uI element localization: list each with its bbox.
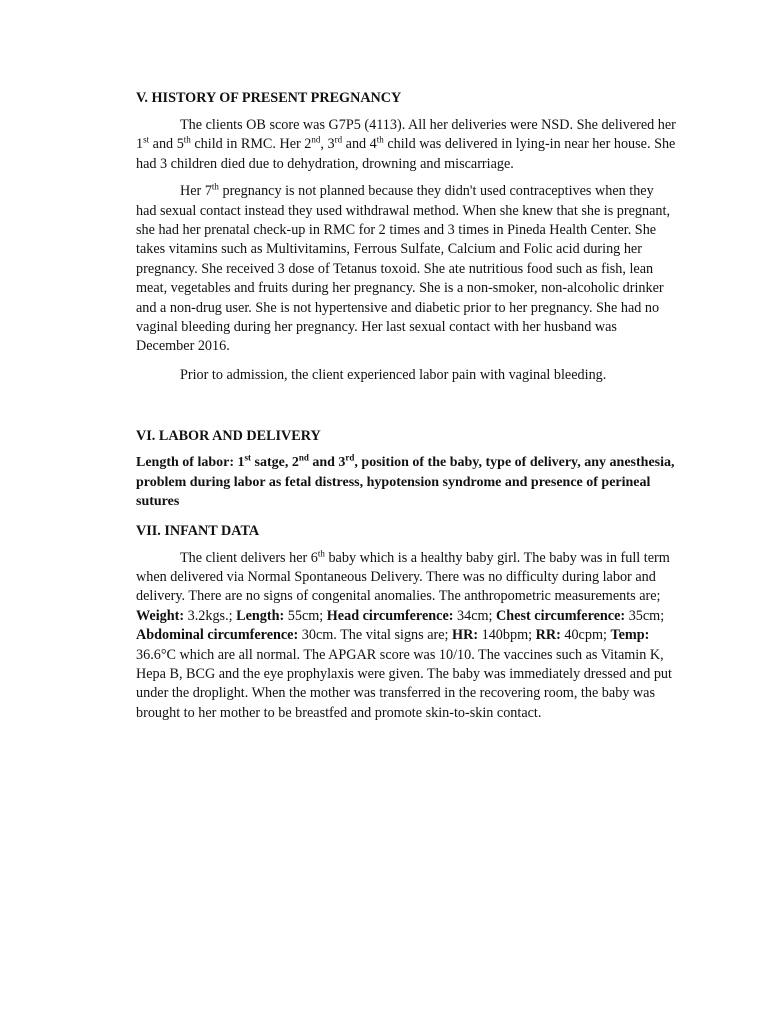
- paragraph-seventh-pregnancy: Her 7th pregnancy is not planned because they didn't used contraceptives when they had sexual contact instead they used withdrawal method. When she knew that she is pregnant, she had her prenatal check-up in RMC for 2 times and 3 times in Pineda Health Center. She takes vitamins such as Multivitamins, Ferrous Sulfate, Calcium and Folic acid during her pregnancy. She received 3 dose of Tetanus toxoid. She ate nutritious food such as fish, lean meat, vegetables and fruits during her pregnancy. She is a non-smoker, non-alcoholic drinker and a non-drug user. She is not hypertensive and diabetic prior to her pregnancy. She had no vaginal bleeding during her pregnancy. Her last sexual contact with her husband was December 2016.: [136, 181, 670, 355]
- section-heading-history: V. HISTORY OF PRESENT PREGNANCY: [136, 90, 402, 106]
- paragraph-labor-details: Length of labor: 1st satge, 2nd and 3rd, position of the baby, type of delivery, any anesthesia, problem during labor as fetal distress, hypotension syndrome and presence of perineal sutures: [136, 452, 675, 510]
- paragraph-infant-data: The client delivers her 6th baby which is a healthy baby girl. The baby was in full term when delivered via Normal Spontaneous Delivery. There was no difficulty during labor and delivery. There are no signs of congenital anomalies. The anthropometric measurements are; Weight: 3.2kgs.; Length: 55cm; Head circumference: 34cm; Chest circumference: 35cm; Abdominal circumference: 30cm. The vital signs are; HR: 140bpm; RR: 40cpm; Temp: 36.6°C which are all normal. The APGAR score was 10/10. The vaccines such as Vitamin K, Hepa B, BCG and the eye prophylaxis were given. The baby was immediately dressed and put under the droplight. When the mother was transferred in the recovering room, the baby was brought to her mother to be breastfed and promote skin-to-skin contact.: [136, 547, 672, 721]
- section-heading-infant: VII. INFANT DATA: [136, 522, 260, 539]
- paragraph-ob-score: The clients OB score was G7P5 (4113). All her deliveries were NSD. She delivered her 1st and 5th child in RMC. Her 2nd, 3rd and 4th child was delivered in lying-in near her house. She had 3 children died due to dehydration, drowning and miscarriage.: [136, 117, 676, 172]
- document-page: [136, 88, 676, 723]
- paragraph-prior-admission: Prior to admission, the client experienced labor pain with vaginal bleeding.: [180, 366, 607, 383]
- section-heading-labor: VI. LABOR AND DELIVERY: [136, 428, 321, 445]
